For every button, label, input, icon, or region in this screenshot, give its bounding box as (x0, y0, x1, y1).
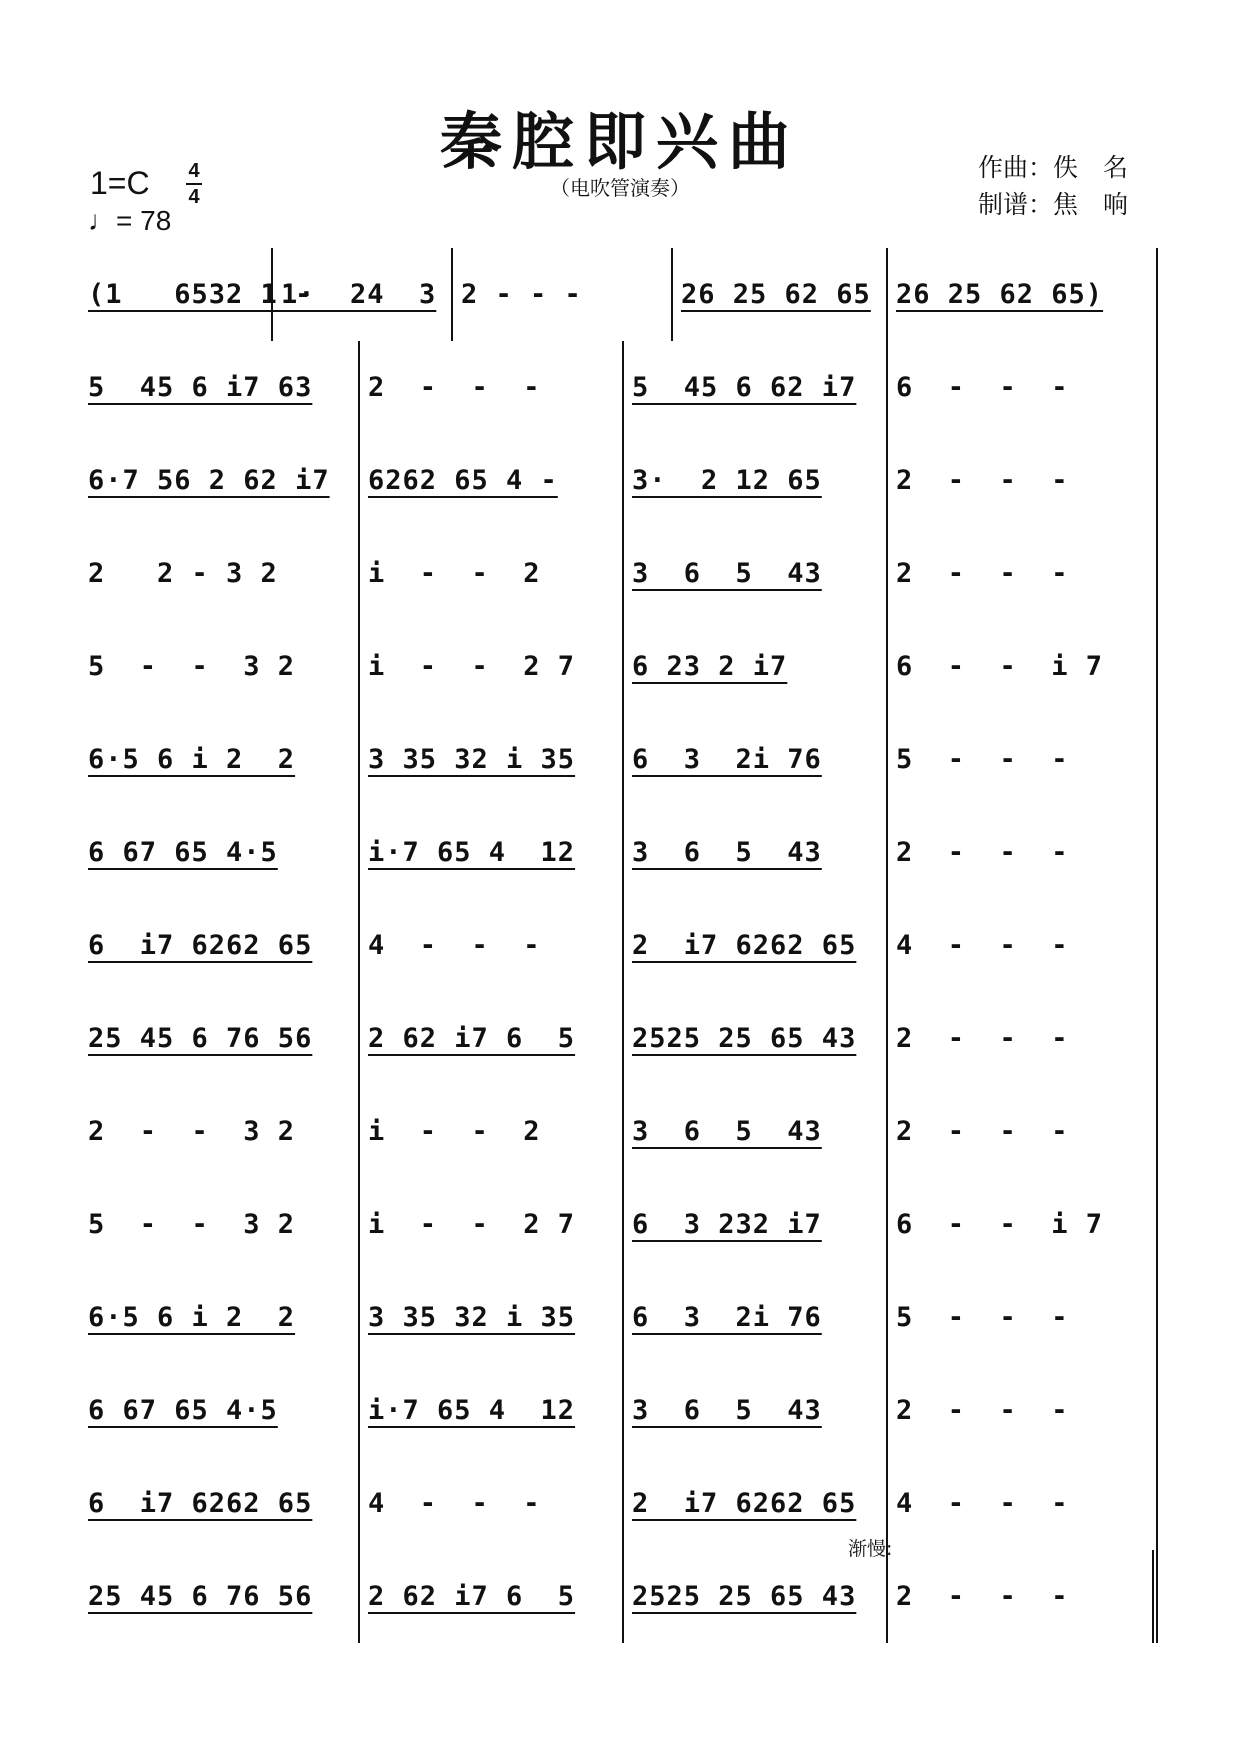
measure-notes: 5 - - 3 2 (88, 651, 296, 682)
measure (360, 1271, 624, 1364)
measure (88, 1178, 360, 1271)
measure-notes: 2525 25 65 43 (632, 1581, 857, 1612)
measure-notes: 4 - - - (896, 930, 1069, 961)
measure-notes: 3 6 5 43 (632, 558, 822, 589)
measure-notes: 2 i7 6262 65 (632, 1488, 857, 1519)
score-line (88, 1364, 1158, 1457)
measure (888, 248, 1158, 341)
score-line (88, 248, 1158, 341)
measure (888, 434, 1158, 527)
measure-notes: 1· 24 3 (281, 279, 437, 310)
measure (88, 899, 360, 992)
measure (888, 1550, 1158, 1643)
measure (88, 1271, 360, 1364)
measure (88, 341, 360, 434)
measure-notes: 6 i7 6262 65 (88, 1488, 313, 1519)
measure (888, 1271, 1158, 1364)
measure-notes: i - - 2 (368, 1116, 541, 1147)
measure (888, 527, 1158, 620)
measure-notes: 3 35 32 i 35 (368, 744, 576, 775)
tempo-marking: ♩= 78 (88, 205, 172, 236)
score-line (88, 713, 1158, 806)
measure-notes: 6·5 6 i 2 2 (88, 1302, 296, 1333)
measure-notes: 2 - - - (896, 837, 1069, 868)
measure (624, 1550, 888, 1643)
score-line (88, 1085, 1158, 1178)
measure-notes: 3 6 5 43 (632, 837, 822, 868)
measure-notes: i·7 65 4 12 (368, 837, 576, 868)
measure (88, 1457, 360, 1550)
measure (88, 1364, 360, 1457)
score-line (88, 341, 1158, 434)
measure (88, 992, 360, 1085)
score-line (88, 899, 1158, 992)
measure-notes: 4 - - - (896, 1488, 1069, 1519)
measure (88, 434, 360, 527)
score-line (88, 620, 1158, 713)
measure (624, 620, 888, 713)
measure-notes: 3 6 5 43 (632, 1395, 822, 1426)
measure (88, 527, 360, 620)
measure-notes: 6262 65 4 - (368, 465, 558, 496)
measure-notes: 2 i7 6262 65 (632, 930, 857, 961)
measure (273, 248, 453, 341)
measure (88, 806, 360, 899)
measure (624, 434, 888, 527)
measure-notes: 26 25 62 65) (896, 279, 1104, 310)
measure (360, 620, 624, 713)
measure (360, 1085, 624, 1178)
measure (88, 248, 313, 341)
ritardando-marking: 渐慢: (848, 1538, 893, 1560)
measure-notes: (1 6532 1 - (88, 279, 313, 310)
time-signature-top: 4 (188, 160, 200, 182)
measure (360, 434, 624, 527)
score-line (88, 1271, 1158, 1364)
measure-notes: 6 - - i 7 (896, 651, 1104, 682)
measure (888, 992, 1158, 1085)
arranger-credit: 制谱：焦 响 (978, 190, 1129, 219)
measure-notes: 6 i7 6262 65 (88, 930, 313, 961)
score-subtitle: （电吹管演奏） (550, 176, 690, 200)
measure (624, 1178, 888, 1271)
measure-notes: 2 - - - (896, 465, 1069, 496)
time-signature (186, 160, 202, 208)
measure (360, 1178, 624, 1271)
measure-notes: 3· 2 12 65 (632, 465, 822, 496)
measure (624, 1085, 888, 1178)
measure (88, 1085, 360, 1178)
measure-notes: 6·7 56 2 62 i7 (88, 465, 330, 496)
measure-notes: 6·5 6 i 2 2 (88, 744, 296, 775)
measure-notes: 2 - - - (896, 558, 1069, 589)
measure-notes: 2 62 i7 6 5 (368, 1581, 576, 1612)
measure-notes: 25 45 6 76 56 (88, 1023, 313, 1054)
measure-notes: 2 62 i7 6 5 (368, 1023, 576, 1054)
measure (888, 620, 1158, 713)
score-line (88, 1178, 1158, 1271)
measure-notes: 2 2 - 3 2 (88, 558, 278, 589)
measure (624, 899, 888, 992)
measure-notes: 6 23 2 i7 (632, 651, 788, 682)
measure-notes: 25 45 6 76 56 (88, 1581, 313, 1612)
measure-notes: 5 - - - (896, 744, 1069, 775)
measure-notes: i·7 65 4 12 (368, 1395, 576, 1426)
measure-notes: 2525 25 65 43 (632, 1023, 857, 1054)
measure-notes: 5 - - - (896, 1302, 1069, 1333)
measure-notes: 2 - - - (896, 1023, 1069, 1054)
measure-notes: 3 6 5 43 (632, 1116, 822, 1147)
time-signature-bottom: 4 (188, 186, 200, 208)
measure (88, 713, 360, 806)
score-line (88, 434, 1158, 527)
key-signature: 1=C (90, 165, 150, 201)
time-signature-rule (186, 183, 202, 185)
score-line (88, 1538, 1158, 1643)
measure (888, 1085, 1158, 1178)
measure (360, 806, 624, 899)
measure (360, 899, 624, 992)
score-line (88, 806, 1158, 899)
measure-notes: 2 - - - (896, 1116, 1069, 1147)
score-title: 秦腔即兴曲 (439, 105, 800, 178)
measure (624, 341, 888, 434)
measure-notes: 6 67 65 4·5 (88, 837, 278, 868)
score-line (88, 1457, 1158, 1550)
measure-notes: i - - 2 (368, 558, 541, 589)
measure (360, 1364, 624, 1457)
composer-credit: 作曲：佚 名 (978, 153, 1129, 182)
measure-notes: i - - 2 7 (368, 1209, 576, 1240)
measure (673, 248, 888, 341)
measure-notes: 5 - - 3 2 (88, 1209, 296, 1240)
measure-notes: 5 45 6 62 i7 (632, 372, 857, 403)
measure-notes: 6 - - i 7 (896, 1209, 1104, 1240)
measure-notes: 5 45 6 i7 63 (88, 372, 313, 403)
score-line (88, 992, 1158, 1085)
measure (360, 992, 624, 1085)
measure-notes: 6 3 232 i7 (632, 1209, 822, 1240)
measure (360, 1550, 624, 1643)
measure (624, 1271, 888, 1364)
score-line (88, 527, 1158, 620)
measure (624, 992, 888, 1085)
measure (624, 527, 888, 620)
measure (888, 341, 1158, 434)
measure-notes: 2 - - - (896, 1581, 1069, 1612)
measure-notes: 4 - - - (368, 930, 541, 961)
measure (888, 713, 1158, 806)
measure-notes: 3 35 32 i 35 (368, 1302, 576, 1333)
measure (360, 527, 624, 620)
measure (888, 806, 1158, 899)
measure-notes: 6 3 2i 76 (632, 1302, 822, 1333)
measure-notes: 2 - - - (368, 372, 541, 403)
measure (888, 899, 1158, 992)
measure (88, 1550, 360, 1643)
measure-notes: 6 - - - (896, 372, 1069, 403)
measure-notes: 26 25 62 65 (681, 279, 871, 310)
measure-notes: 2 - - - (461, 279, 582, 310)
measure-notes: i - - 2 7 (368, 651, 576, 682)
measure (888, 1178, 1158, 1271)
measure (88, 620, 360, 713)
measure-notes: 2 - - - (896, 1395, 1069, 1426)
measure (888, 1457, 1158, 1550)
score-body (88, 248, 1158, 1643)
measure (624, 713, 888, 806)
measure (624, 806, 888, 899)
measure (360, 1457, 624, 1550)
measure (624, 1364, 888, 1457)
measure (360, 713, 624, 806)
measure-notes: 6 3 2i 76 (632, 744, 822, 775)
measure-notes: 2 - - 3 2 (88, 1116, 296, 1147)
measure-notes: 6 67 65 4·5 (88, 1395, 278, 1426)
measure (360, 341, 624, 434)
measure (888, 1364, 1158, 1457)
measure (453, 248, 673, 341)
measure-notes: 4 - - - (368, 1488, 541, 1519)
